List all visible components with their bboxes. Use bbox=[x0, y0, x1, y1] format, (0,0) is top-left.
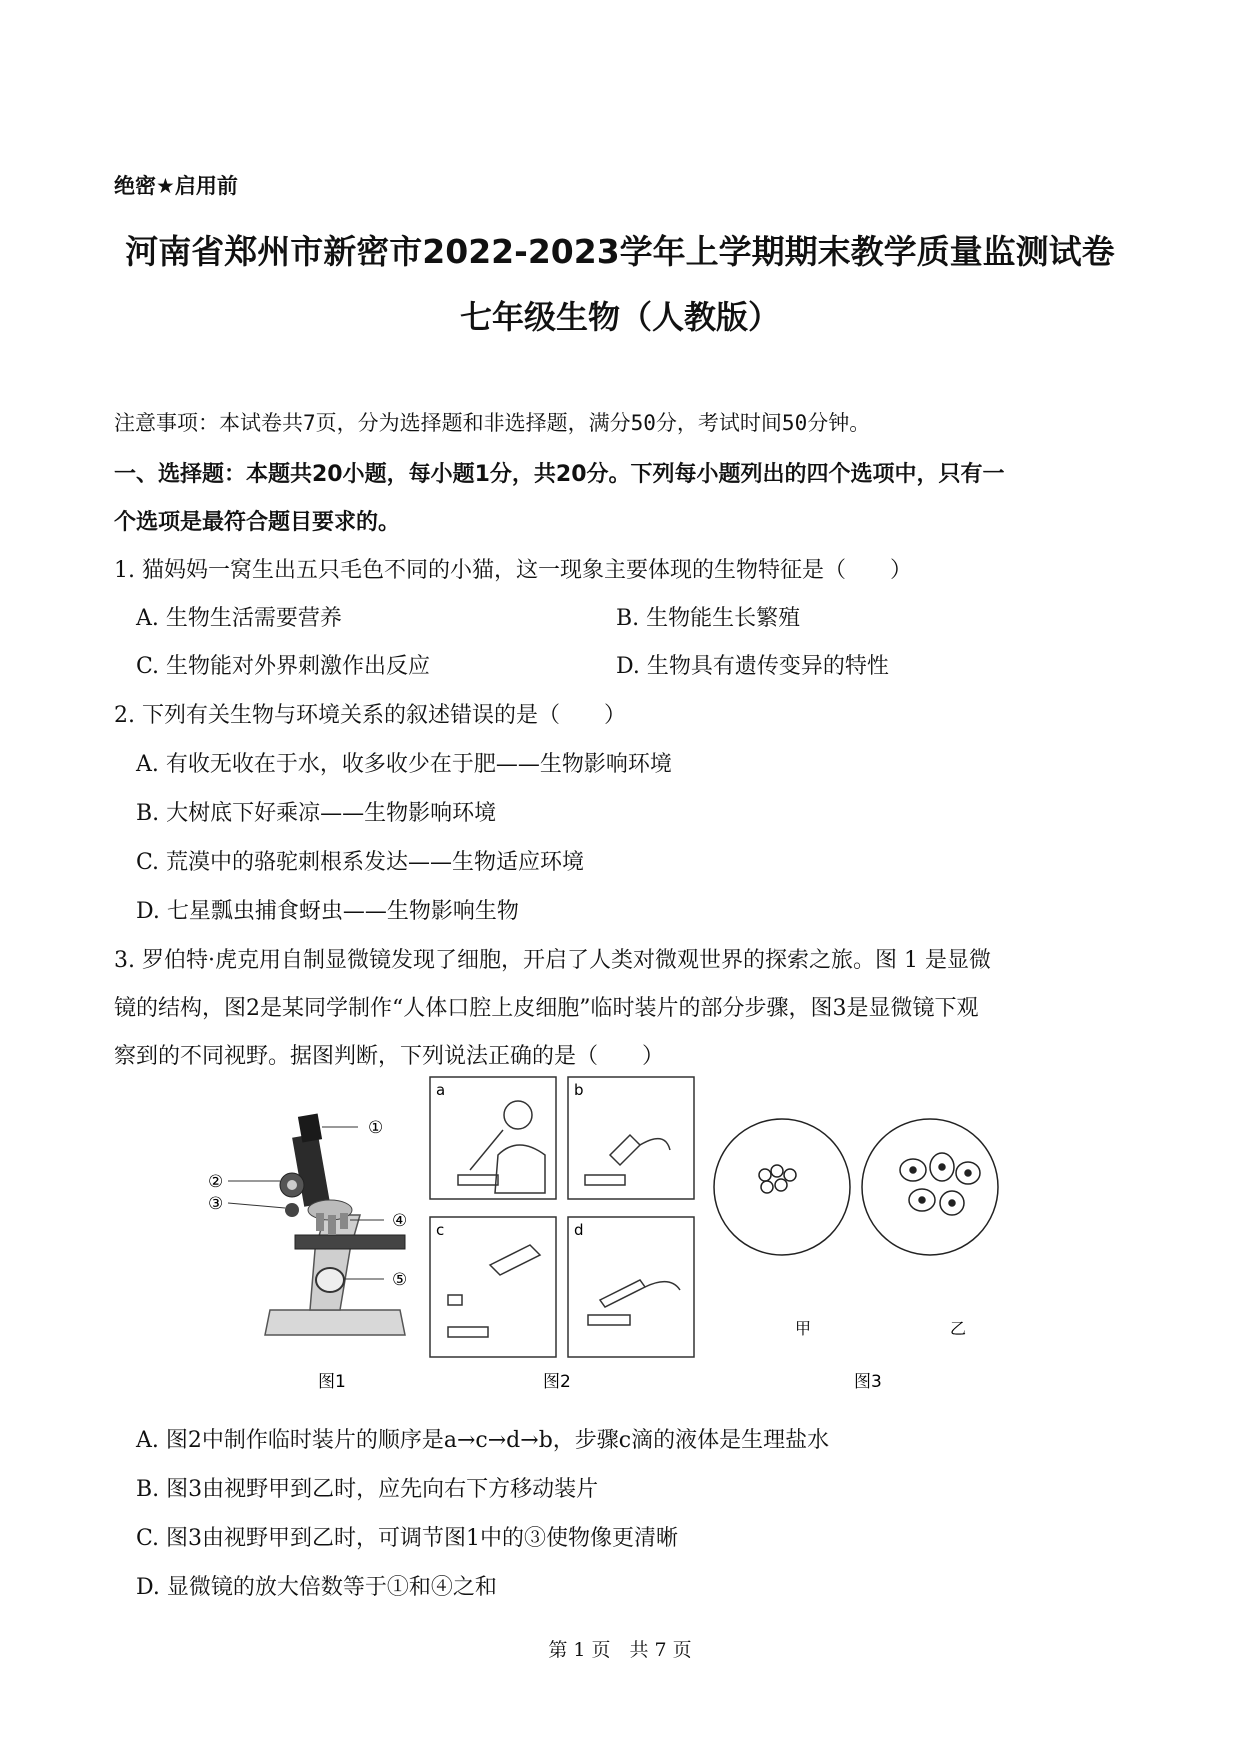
q1-option-a: A. 生物生活需要营养 bbox=[136, 606, 342, 631]
exam-title: 河南省郑州市新密市2022-2023学年上学期期末教学质量监测试卷 bbox=[125, 232, 1115, 271]
q2-option-c: C. 荒漠中的骆驼刺根系发达——生物适应环境 bbox=[136, 850, 585, 875]
fig1-marker-4: ④ bbox=[392, 1211, 408, 1231]
microscope-illustration bbox=[228, 1113, 408, 1335]
q3-option-a: A. 图2中制作临时装片的顺序是a→c→d→b，步骤c滴的液体是生理盐水 bbox=[136, 1428, 830, 1453]
q1-option-d: D. 生物具有遗传变异的特性 bbox=[616, 654, 889, 679]
fig3-caption: 图3 bbox=[854, 1372, 882, 1392]
question-2-stem: 2. 下列有关生物与环境关系的叙述错误的是（ ） bbox=[114, 703, 626, 728]
fig1-marker-2: ② bbox=[208, 1172, 224, 1192]
fig2-caption: 图2 bbox=[543, 1372, 571, 1392]
fig2-panel-c-label: c bbox=[436, 1221, 445, 1239]
question-3-stem-line2: 镜的结构，图2是某同学制作“人体口腔上皮细胞”临时装片的部分步骤，图3是显微镜下观 bbox=[114, 996, 979, 1021]
field-of-view-yi bbox=[862, 1119, 998, 1255]
fig2-panel-a-label: a bbox=[436, 1081, 446, 1099]
fig1-marker-3: ③ bbox=[208, 1194, 224, 1214]
q3-option-c: C. 图3由视野甲到乙时，可调节图1中的③使物像更清晰 bbox=[136, 1526, 679, 1551]
fig1-marker-5: ⑤ bbox=[392, 1270, 408, 1290]
field-of-view-jia bbox=[714, 1119, 850, 1255]
question-3-stem-line1: 3. 罗伯特·虎克用自制显微镜发现了细胞，开启了人类对微观世界的探索之旅。图 1 是显微 bbox=[114, 948, 991, 973]
section-heading-cont: 个选项是最符合题目要求的。 bbox=[114, 510, 401, 535]
question-3-stem-line3: 察到的不同视野。据图判断，下列说法正确的是（ ） bbox=[114, 1044, 665, 1069]
q2-option-b: B. 大树底下好乘凉——生物影响环境 bbox=[136, 801, 497, 826]
exam-subtitle: 七年级生物（人教版） bbox=[459, 298, 780, 336]
question-1-stem: 1. 猫妈妈一窝生出五只毛色不同的小猫，这一现象主要体现的生物特征是（ ） bbox=[114, 558, 912, 583]
page-footer: 第 1 页 共 7 页 bbox=[548, 1639, 692, 1661]
fig1-caption: 图1 bbox=[318, 1372, 346, 1392]
q3-option-d: D. 显微镜的放大倍数等于①和④之和 bbox=[136, 1575, 497, 1600]
q3-option-b: B. 图3由视野甲到乙时，应先向右下方移动装片 bbox=[136, 1477, 599, 1502]
section-heading: 一、选择题：本题共20小题，每小题1分，共20分。下列每小题列出的四个选项中，只有一 bbox=[114, 462, 1005, 487]
notice: 注意事项：本试卷共7页，分为选择题和非选择题，满分50分，考试时间50分钟。 bbox=[114, 411, 871, 435]
fig3-view-yi-label: 乙 bbox=[950, 1319, 967, 1338]
fig2-panel-b-label: b bbox=[574, 1081, 584, 1099]
q1-option-b: B. 生物能生长繁殖 bbox=[616, 606, 801, 631]
q2-option-d: D. 七星瓢虫捕食蚜虫——生物影响生物 bbox=[136, 899, 519, 924]
q2-option-a: A. 有收无收在于水，收多收少在于肥——生物影响环境 bbox=[136, 752, 672, 777]
secret-mark: 绝密★启用前 bbox=[114, 174, 238, 198]
slide-prep-panels bbox=[430, 1077, 694, 1357]
question-3-figures bbox=[200, 1075, 1040, 1405]
fig3-view-jia-label: 甲 bbox=[795, 1319, 812, 1338]
q1-option-c: C. 生物能对外界刺激作出反应 bbox=[136, 654, 431, 679]
fig2-panel-d-label: d bbox=[574, 1221, 584, 1239]
fig1-marker-1: ① bbox=[368, 1118, 384, 1138]
